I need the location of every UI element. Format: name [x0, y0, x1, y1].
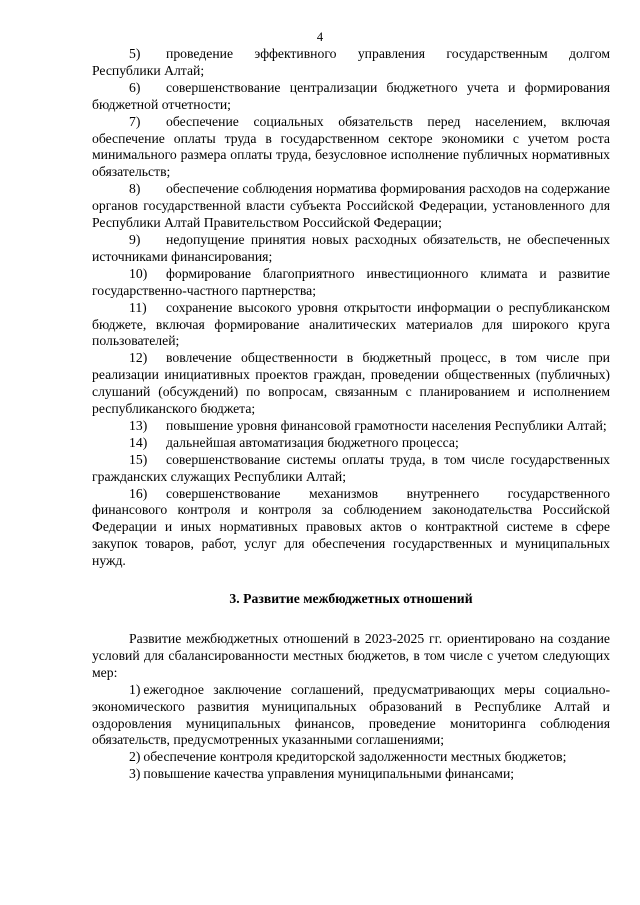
list-item-text: недопущение принятия новых расходных обязательств, не обеспеченных источниками финансирования;	[92, 231, 610, 264]
list-item-text: формирование благоприятного инвестиционного климата и развитие государственно-частного партнерства;	[92, 265, 610, 298]
list-item-text: совершенствование централизации бюджетного учета и формирования бюджетной отчетности;	[92, 79, 610, 112]
list-item-number: 12)	[129, 350, 148, 366]
measure-text: обеспечение контроля кредиторской задолженности местных бюджетов;	[143, 749, 567, 765]
intro-paragraph: Развитие межбюджетных отношений в 2023-2025 гг. ориентировано на создание условий для сбалансированности местных бюджетов, в том числе с учетом следующих мер:	[92, 631, 610, 680]
list-item-text: обеспечение соблюдения норматива формирования расходов на содержание органов государственной власти субъекта Российской Федерации, установленного для Республики Алтай Правительством Российской Федерации;	[92, 181, 610, 231]
list-item-number: 16)	[129, 485, 148, 501]
list-item	[92, 452, 610, 486]
measure-text: повышение качества управления муниципальными финансами;	[143, 766, 515, 782]
list-item	[92, 46, 610, 80]
list-item	[92, 181, 610, 232]
list-item-text: обеспечение социальных обязательств перед населением, включая обеспечение оплаты труда в государственном секторе экономики с учетом роста минимального размера оплаты труда, безусловное исполнение публичных нормативных обязательств;	[92, 113, 610, 180]
list-item-number: 10)	[129, 265, 148, 281]
list-item	[92, 80, 610, 114]
measure-number: 3)	[129, 766, 141, 782]
list-item	[92, 232, 610, 266]
list-item-number: 8)	[129, 181, 141, 197]
list-item-text: дальнейшая автоматизация бюджетного процесса;	[166, 434, 459, 450]
list-item-number: 9)	[129, 231, 141, 247]
list-item	[92, 486, 610, 571]
page-number: 4	[316, 30, 324, 44]
list-item-number: 7)	[129, 113, 141, 129]
list-item	[92, 266, 610, 300]
list-item	[92, 418, 610, 435]
list-item	[92, 300, 610, 351]
measure-number: 2)	[129, 749, 141, 765]
section-heading: 3. Развитие межбюджетных отношений	[229, 591, 473, 607]
list-item-text: проведение эффективного управления государственным долгом Республики Алтай;	[92, 46, 610, 78]
list-item-text: совершенствование механизмов внутреннего государственного финансового контроля и контроля за соблюдением законодательства Российской Федерации и иных нормативных правовых актов о контрактной системе в сфере закупок товаров, работ, услуг для обеспечения государственных и муниципальных нужд.	[92, 485, 610, 569]
list-item-text: сохранение высокого уровня открытости информации о республиканском бюджете, включая формирование аналитических материалов для широкого круга пользователей;	[92, 299, 610, 349]
list-item-text: повышение уровня финансовой грамотности населения Республики Алтай;	[166, 417, 607, 433]
measure-item	[92, 766, 610, 783]
list-item-number: 13)	[129, 417, 148, 433]
list-item-number: 14)	[129, 434, 148, 450]
list-item-number: 11)	[129, 299, 147, 315]
measure-number: 1)	[129, 681, 141, 697]
list-item-number: 15)	[129, 451, 148, 467]
measure-item	[92, 682, 610, 750]
measure-text: ежегодное заключение соглашений, предусматривающих меры социально-экономического развития муниципальных образований в Республике Алтай и оздоровления муниципальных финансов, проведение мониторинга соблюдения обязательств, предусмотренных указанными соглашениями;	[92, 681, 610, 748]
list-item-text: совершенствование системы оплаты труда, в том числе государственных гражданских служащих Республики Алтай;	[92, 451, 610, 484]
list-item-number: 6)	[129, 79, 141, 95]
list-item	[92, 114, 610, 182]
list-item	[92, 350, 610, 418]
list-item	[92, 435, 610, 452]
list-item-text: вовлечение общественности в бюджетный процесс, в том числе при реализации инициативных проектов граждан, проведении общественных (публичных) слушаний (обсуждений) по вопросам, связанным с планированием и исполнением республиканского бюджета;	[92, 350, 610, 417]
list-item-number: 5)	[129, 46, 141, 61]
measure-item	[92, 749, 610, 766]
document-body	[92, 46, 610, 783]
